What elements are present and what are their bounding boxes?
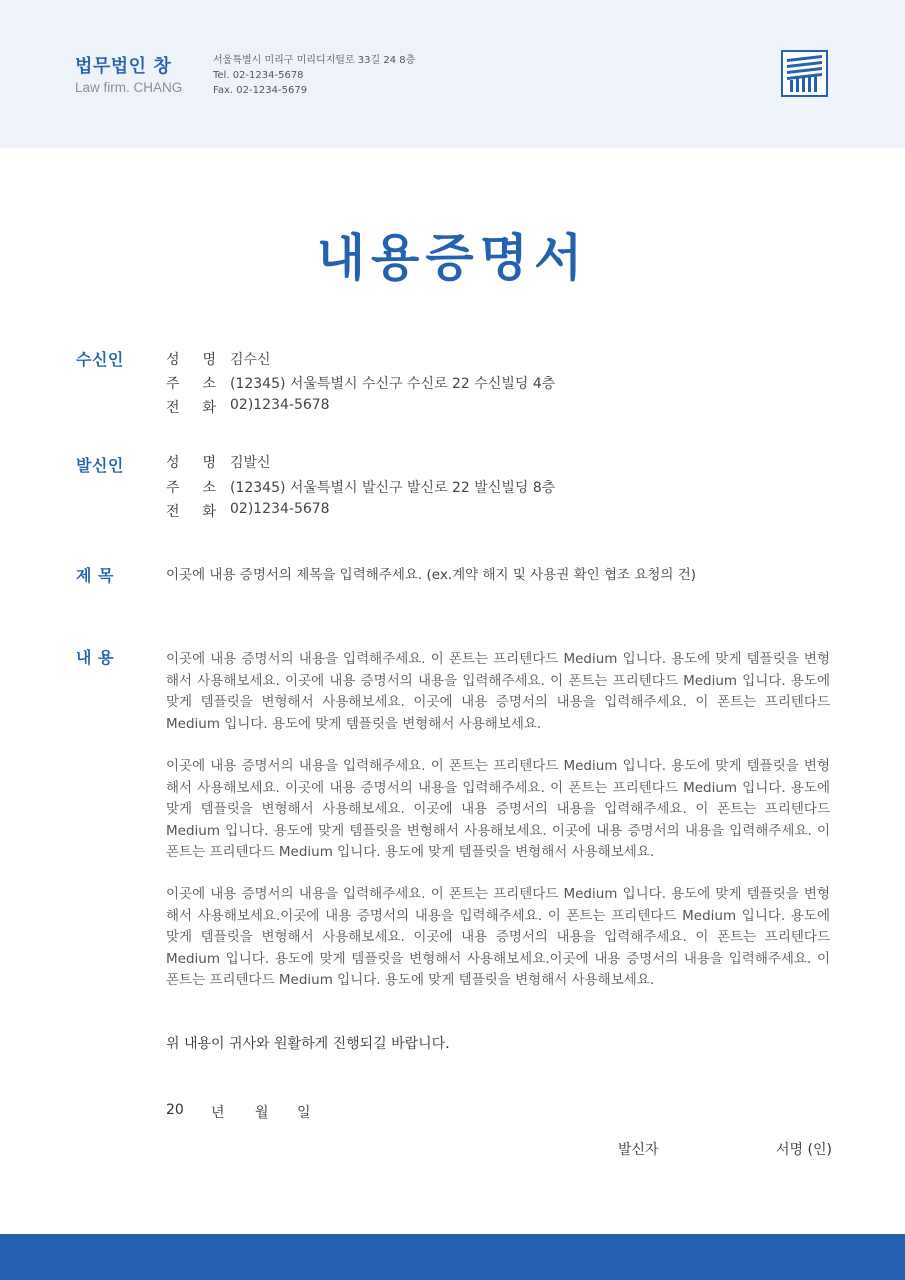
recipient-phone: 02)1234-5678 (230, 397, 330, 413)
sender-sign-label: 발신자 (618, 1142, 659, 1158)
sender-address: (12345) 서울특별시 발신구 발신로 22 발신빌딩 8층 (230, 480, 556, 496)
phone-label-char: 화 (202, 504, 216, 520)
phone-label (166, 501, 216, 521)
sender-label: 발신인 (76, 456, 124, 475)
firm-address: 서울특별시 미리구 미리디지털로 33길 24 8층 (213, 55, 416, 66)
subject-label: 제 목 (76, 566, 114, 585)
address-label-char: 소 (202, 480, 216, 496)
content-label: 내 용 (76, 648, 114, 667)
name-label-char: 명 (202, 352, 216, 368)
signature-seal-label: 서명 (인) (776, 1142, 832, 1158)
sender-name: 김발신 (230, 455, 271, 471)
name-label (166, 349, 216, 369)
date-day: 일 (297, 1105, 311, 1121)
name-label-char: 성 (166, 352, 180, 368)
firm-name: 법무법인 창 (75, 56, 172, 77)
closing-sentence: 위 내용이 귀사와 원활하게 진행되길 바랍니다. (166, 1036, 450, 1052)
name-label-char: 성 (166, 455, 180, 471)
content-paragraph: 이곳에 내용 증명서의 내용을 입력해주세요. 이 폰트는 프리텐다드 Medium 입니다. 용도에 맞게 템플릿을 변형해서 사용해보세요.이곳에 내용 증명서의 내용을 입력해주세요. 이 폰트는 프리텐다드 Medium 입니다. 용도에 맞게 템플릿을 변형해서 사용해보세요. 이곳에 내용 증명서의 내용을 입력해주세요. 이 폰트는 프리텐다드 Medium 입니다. 용도에 맞게 템플릿을 변형해서 사용해보세요.이곳에 내용 증명서의 내용을 입력해주세요. 이 폰트는 프리텐다드 Medium 입니다. 용도에 맞게 템플릿을 변형해서 사용해보세요. (166, 886, 830, 988)
recipient-address: (12345) 서울특별시 수신구 수신로 22 수신빌딩 4층 (230, 376, 556, 392)
content-paragraph: 이곳에 내용 증명서의 내용을 입력해주세요. 이 폰트는 프리텐다드 Medium 입니다. 용도에 맞게 템플릿을 변형해서 사용해보세요. 이곳에 내용 증명서의 내용을 입력해주세요. 이 폰트는 프리텐다드 Medium 입니다. 용도에 맞게 템플릿을 변형해서 사용해보세요. 이곳에 내용 증명서의 내용을 입력해주세요. 이 폰트는 프리텐다드 Medium 입니다. 용도에 맞게 템플릿을 변형해서 사용해보세요. (166, 651, 830, 732)
phone-label-char: 화 (202, 400, 216, 416)
firm-tel: Tel. 02-1234-5678 (213, 70, 304, 81)
name-label (166, 452, 216, 472)
recipient-name: 김수신 (230, 352, 271, 368)
firm-name-english: Law firm. CHANG (75, 80, 183, 95)
sender-phone: 02)1234-5678 (230, 501, 330, 517)
phone-label-char: 전 (166, 504, 180, 520)
subject-text: 이곳에 내용 증명서의 제목을 입력해주세요. (ex.계약 해지 및 사용권 확인 협조 요청의 건) (166, 567, 697, 583)
address-label (166, 373, 216, 393)
firm-contact (213, 53, 415, 98)
address-label-char: 주 (166, 480, 180, 496)
date-year: 년 (211, 1105, 225, 1121)
content-paragraph: 이곳에 내용 증명서의 내용을 입력해주세요. 이 폰트는 프리텐다드 Medium 입니다. 용도에 맞게 템플릿을 변형해서 사용해보세요. 이곳에 내용 증명서의 내용을 입력해주세요. 이 폰트는 프리텐다드 Medium 입니다. 용도에 맞게 템플릿을 변형해서 사용해보세요. 이곳에 내용 증명서의 내용을 입력해주세요. 이 폰트는 프리텐다드 Medium 입니다. 용도에 맞게 템플릿을 변형해서 사용해보세요. 이곳에 내용 증명서의 내용을 입력해주세요. 이 폰트는 프리텐다드 Medium 입니다. 용도에 맞게 템플릿을 변형해서 사용해보세요. (166, 758, 830, 860)
footer-bar (0, 1234, 905, 1280)
phone-label (166, 397, 216, 417)
phone-label-char: 전 (166, 400, 180, 416)
letterhead (0, 0, 905, 148)
address-label-char: 소 (202, 376, 216, 392)
address-label-char: 주 (166, 376, 180, 392)
firm-fax: Fax. 02-1234-5679 (213, 85, 308, 96)
name-label-char: 명 (202, 455, 216, 471)
building-logo-icon (781, 50, 828, 97)
document-title: 내용증명서 (316, 229, 589, 287)
address-label (166, 477, 216, 497)
date-month: 월 (255, 1105, 269, 1121)
recipient-label: 수신인 (76, 350, 124, 369)
date-year-prefix: 20 (166, 1102, 184, 1118)
